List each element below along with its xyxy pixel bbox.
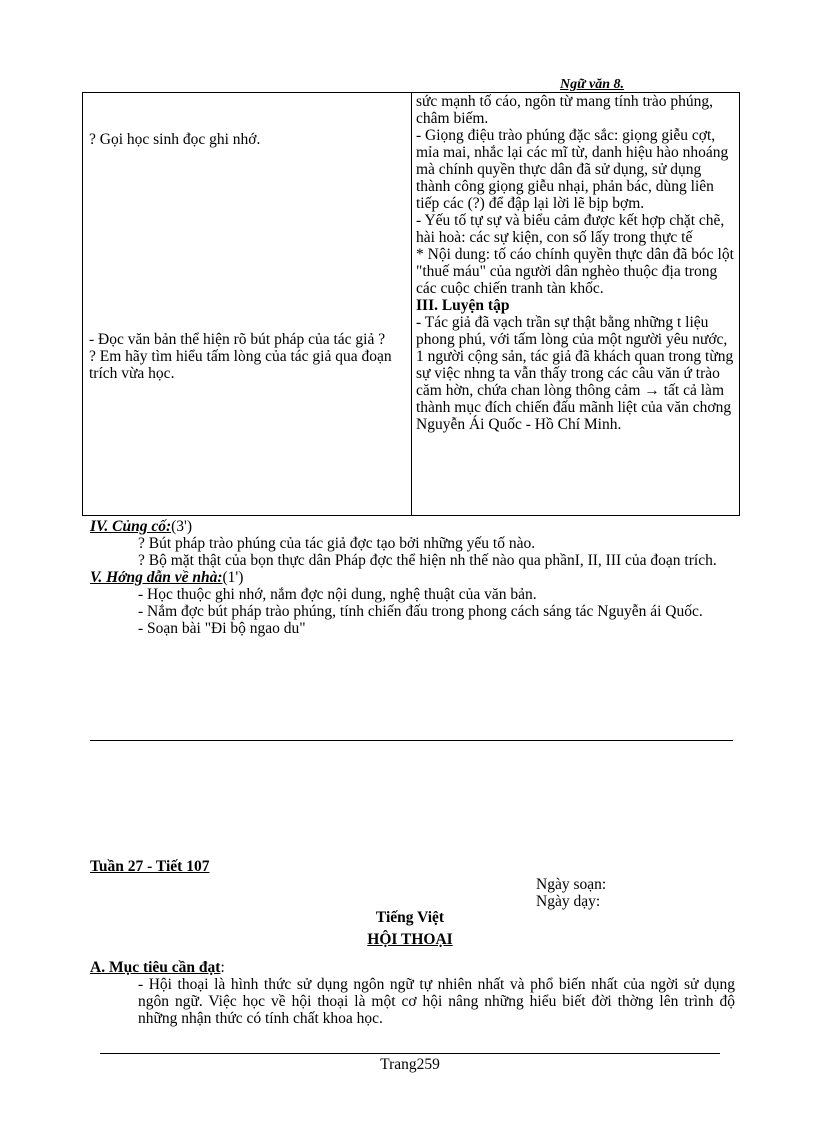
- content-line: - Giọng điệu trào phúng đặc sắc: giọng giễu cợt, mỉa mai, nhắc lại các mĩ từ, danh hiệu hào nhoáng mà chính quyền thực dân đã sử dụng, sử dụng thành công giọng giễu nhại, phản bác, dùng liên tiếp các (?) để đập lại lời lẽ bịp bợm.: [416, 127, 729, 212]
- homework-item: - Học thuộc ghi nhớ, nắm đợc nội dung, nghệ thuật của văn bản.: [138, 586, 537, 603]
- objectives-text: - Hội thoại là hình thức sử dụng ngôn ngữ tự nhiên nhất và phổ biến nhất của ngời sử dụng ngôn ngữ. Việc học về hội thoại là một cơ hội nâng những hiểu biết đời thờng lên trình độ những nhận thức có tính chất khoa học.: [138, 976, 735, 1027]
- week-lesson-title: Tuần 27 - Tiết 107: [90, 858, 210, 875]
- section-consolidation-title: IV. Củng cố:: [90, 518, 172, 535]
- content-column: [412, 93, 740, 516]
- footer-rule: [100, 1053, 720, 1054]
- section-homework-time: (1'): [222, 569, 244, 586]
- question-heart: ? Em hãy tìm hiểu tấm lòng của tác giả qua đoạn trích vừa học.: [89, 348, 392, 382]
- consolidation-item: ? Bút pháp trào phúng của tác giả đợc tạo bởi những yếu tố nào.: [138, 535, 536, 552]
- section-consolidation: [90, 518, 735, 637]
- practice-part1: - Tác giả đã vạch trần sự thật bằng những t liệu phong phú, với tấm lòng của một người yêu nước, 1 người cộng sản, tác giả đã khách quan trong từng sự việc nhng ta vẫn thấy trong các câu văn ứ trào căm hờn, chứa chan lòng thông cảm: [416, 314, 734, 399]
- teacher-activity-column: [83, 93, 412, 516]
- question-memo: ? Gọi học sinh đọc ghi nhớ.: [89, 131, 261, 148]
- section-objectives-colon: :: [220, 959, 225, 976]
- teach-date-label: Ngày dạy:: [536, 893, 601, 910]
- content-line: * Nội dung: tố cáo chính quyền thực dân đã bóc lột "thuế máu" của người dân nghèo thuộc địa trong các cuộc chiến tranh tàn khốc.: [416, 246, 734, 297]
- section-practice-title: III. Luyện tập: [416, 297, 510, 314]
- subject-title: Tiếng Việt: [375, 909, 445, 926]
- homework-item: - Nắm đợc bút pháp trào phúng, tính chiến đấu trong phong cách sáng tác Nguyễn ái Quốc.: [138, 603, 703, 620]
- homework-item: - Soạn bài "Đi bộ ngao du": [138, 620, 306, 637]
- content-line: sức mạnh tố cáo, ngôn từ mang tính trào phúng, châm biếm.: [416, 93, 714, 127]
- practice-part2: tất cả làm thành mục đích chiến đấu mãnh liệt của văn chơng Nguyễn Ái Quốc - Hồ Chí Minh.: [416, 382, 732, 433]
- section-objectives: [90, 959, 735, 1027]
- section-consolidation-time: (3'): [171, 518, 192, 535]
- question-style: - Đọc văn bản thể hiện rõ bút pháp của tác giả ?: [89, 331, 386, 348]
- consolidation-item: ? Bộ mặt thật của bọn thực dân Pháp đợc thể hiện nh thế nào qua phầnI, II, III của đoạn trích.: [138, 552, 717, 569]
- lesson-table: [82, 92, 740, 516]
- arrow-right-icon: →: [644, 382, 660, 399]
- section-homework-title: V. Hớng dẫn về nhà:: [90, 569, 223, 586]
- practice-text: [416, 314, 735, 433]
- lesson-title: HỘI THOẠI: [367, 931, 453, 948]
- page-number: Trang259: [380, 1056, 440, 1073]
- document-header: Ngữ văn 8.: [560, 77, 624, 92]
- separator-line: [90, 740, 733, 741]
- content-line: - Yếu tố tự sự và biểu cảm được kết hợp chặt chẽ, hài hoà: các sự kiện, con số lấy trong thực tế: [416, 212, 725, 246]
- prep-date-label: Ngày soạn:: [536, 876, 607, 893]
- section-objectives-title: A. Mục tiêu cần đạt: [90, 959, 221, 976]
